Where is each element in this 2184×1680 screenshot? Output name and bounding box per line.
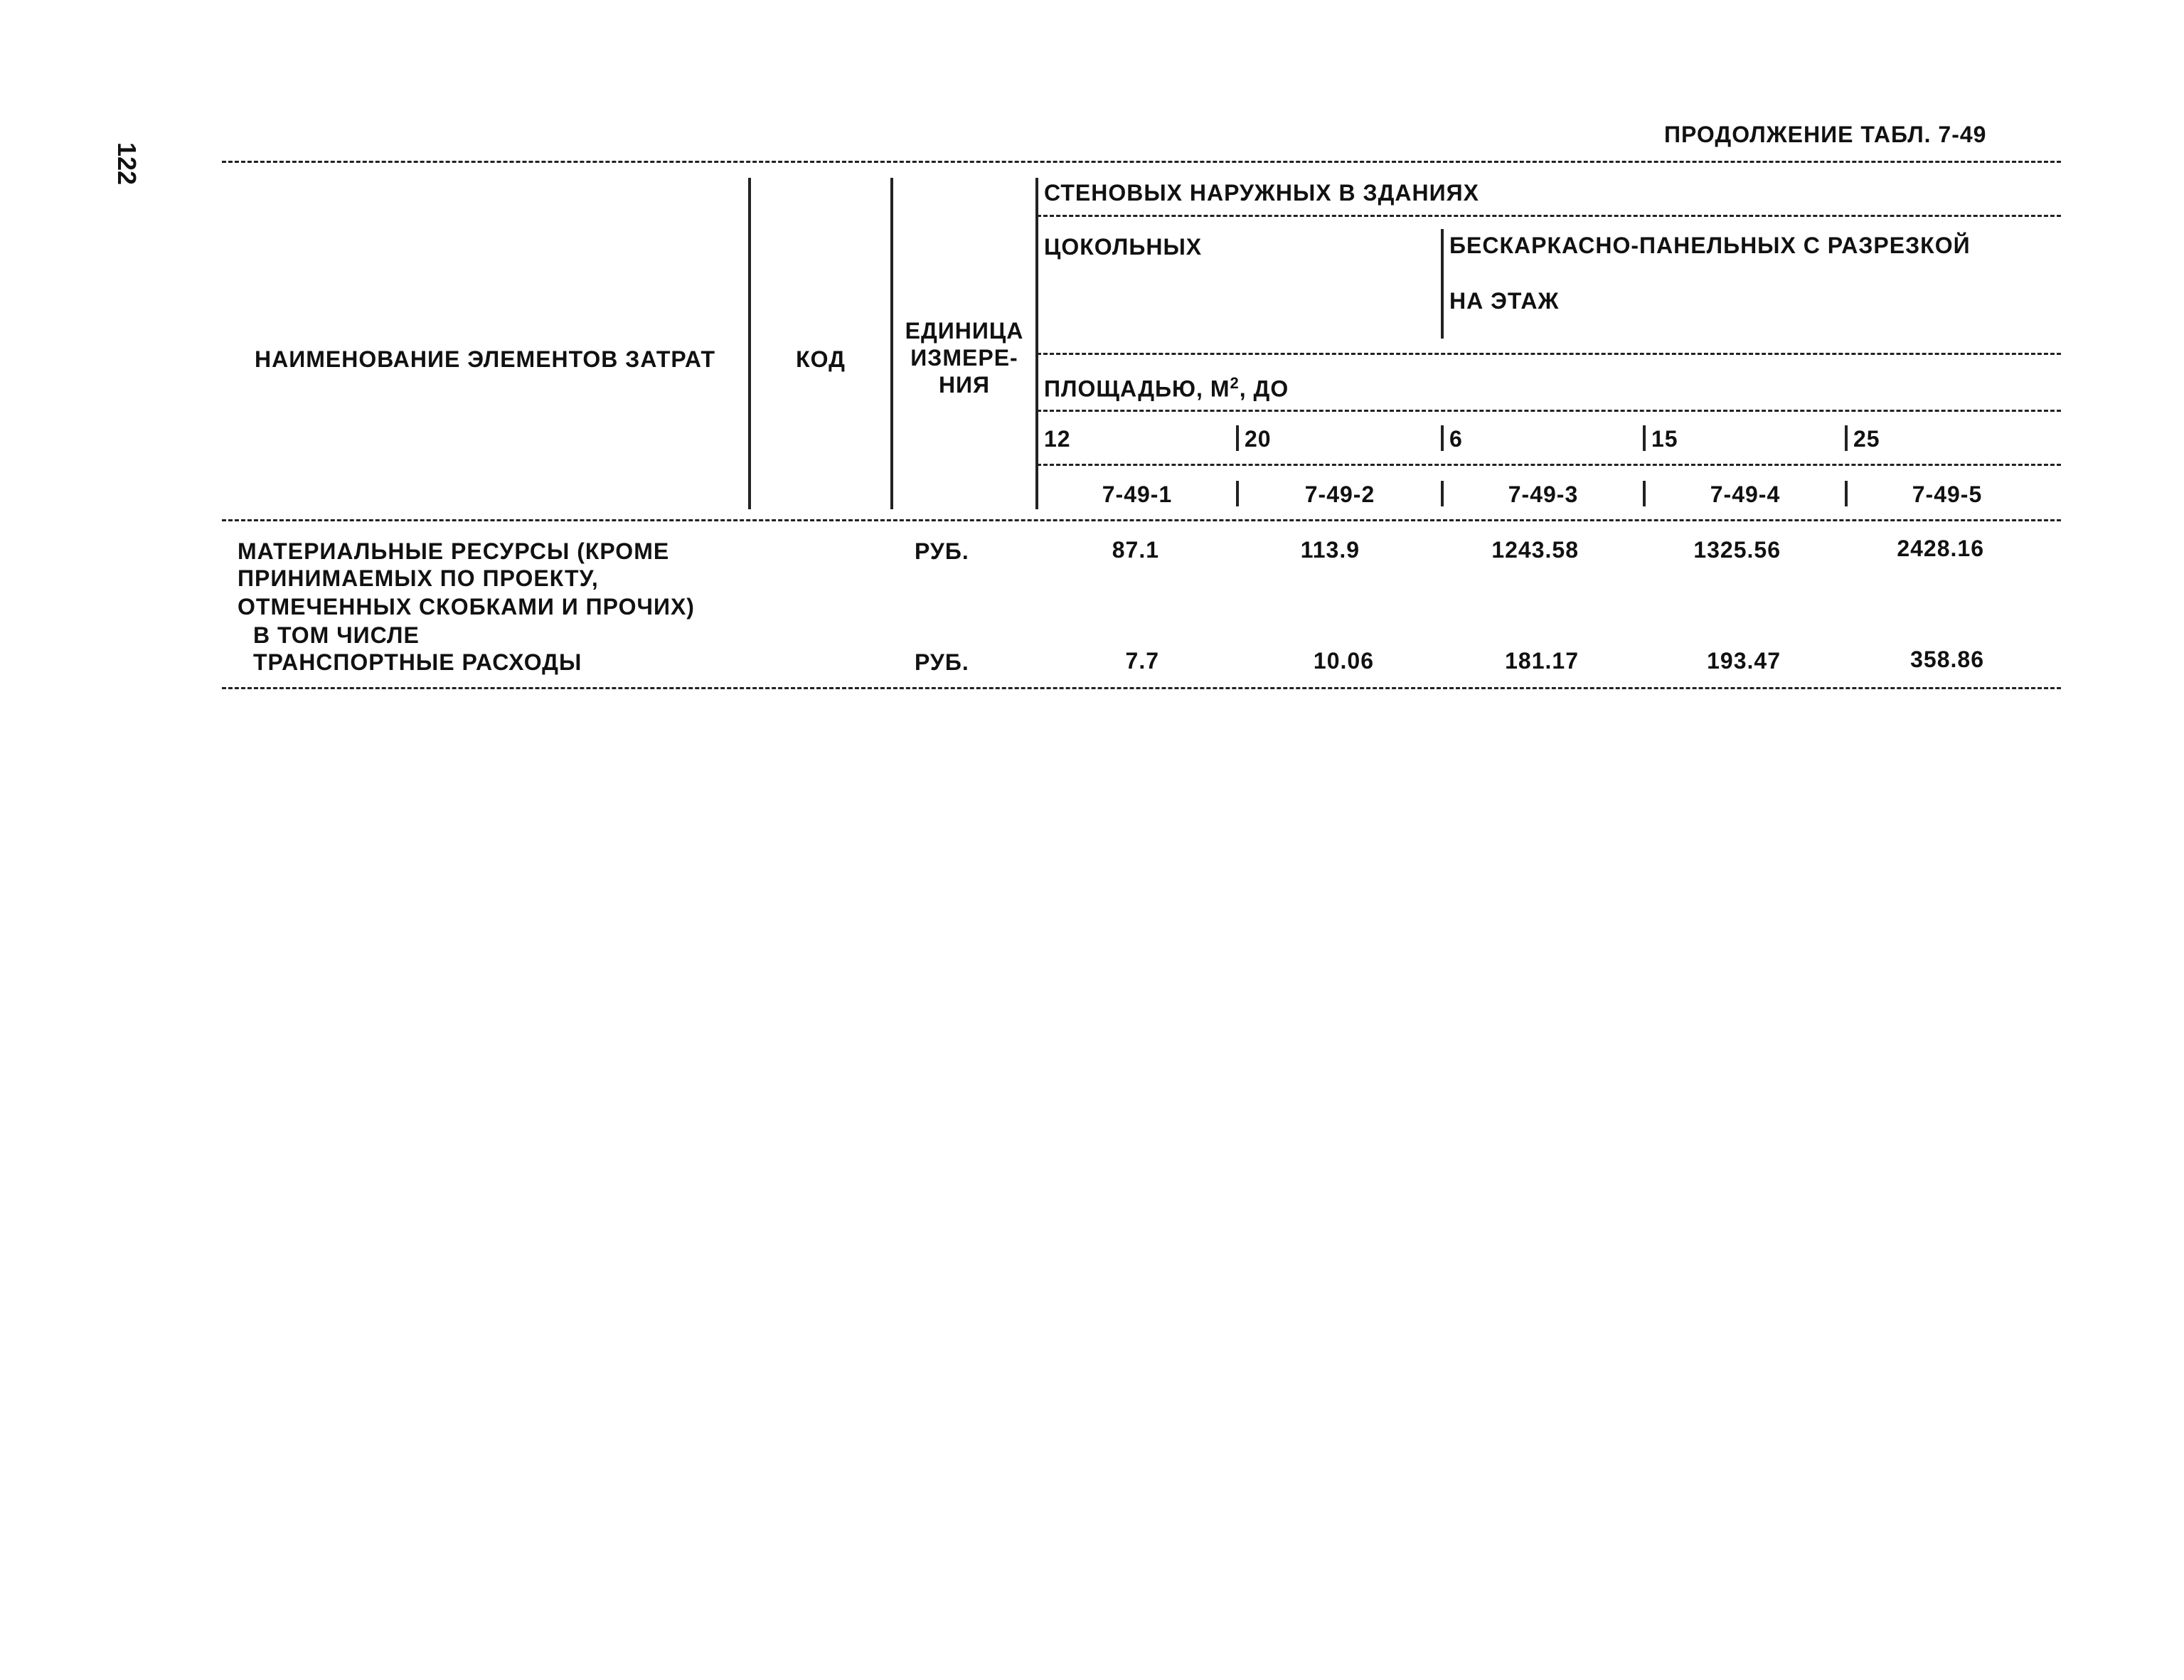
row2-name: ТРАНСПОРТНЫЕ РАСХОДЫ <box>253 649 582 675</box>
size-4: 15 <box>1651 426 1678 452</box>
table-continuation-label: ПРОДОЛЖЕНИЕ ТАБЛ. 7-49 <box>1664 122 1987 147</box>
row1-name-line-2: ПРИНИМАЕМЫХ ПО ПРОЕКТУ, <box>238 565 599 591</box>
header-area: ПЛОЩАДЬЮ, $М^2$, ДО <box>1044 374 1289 402</box>
header-name-column: НАИМЕНОВАНИЕ ЭЛЕМЕНТОВ ЗАТРАТ <box>255 346 715 372</box>
separator-size-2 <box>1236 425 1239 451</box>
header-unit-line-3: НИЯ <box>938 372 991 398</box>
row1-name-line-1: МАТЕРИАЛЬНЫЕ РЕСУРСЫ (КРОМЕ <box>238 538 670 564</box>
code-3: 7-49-3 <box>1508 482 1579 507</box>
separator-size-4 <box>1643 425 1646 451</box>
header-unit-line-1: ЕДИНИЦА <box>905 318 1024 344</box>
row1-unit: РУБ. <box>915 538 969 564</box>
header-group-title: СТЕНОВЫХ НАРУЖНЫХ В ЗДАНИЯХ <box>1044 180 1479 206</box>
row1-value-2: 113.9 <box>1300 537 1360 563</box>
rule-sub <box>1037 353 2061 355</box>
row2-value-1: 7.7 <box>1125 648 1159 674</box>
page-number: 122 <box>112 142 142 186</box>
header-sub-right: БЕСКАРКАСНО-ПАНЕЛЬНЫХ С РАЗРЕЗКОЙ <box>1449 233 1971 258</box>
row2-value-4: 193.47 <box>1707 648 1781 674</box>
size-2: 20 <box>1245 426 1272 452</box>
size-1: 12 <box>1044 426 1071 452</box>
row2-value-3: 181.17 <box>1505 648 1579 674</box>
rule-top <box>222 161 2061 163</box>
separator-name-code <box>748 178 751 509</box>
row1-value-3: 1243.58 <box>1491 537 1579 563</box>
rule-sizes <box>1037 464 2061 466</box>
header-sub-left: ЦОКОЛЬНЫХ <box>1044 234 1203 260</box>
row2-value-5: 358.86 <box>1910 647 1984 672</box>
code-2: 7-49-2 <box>1304 482 1375 507</box>
row1-value-1: 87.1 <box>1112 537 1159 563</box>
separator-size-5 <box>1845 425 1848 451</box>
separator-unit-group <box>1035 178 1038 509</box>
header-unit-line-2: ИЗМЕРЕ- <box>910 345 1018 371</box>
rule-group <box>1037 215 2061 217</box>
separator-size-3 <box>1441 425 1444 451</box>
rule-header-bottom <box>222 519 2061 521</box>
row2-value-2: 10.06 <box>1313 648 1374 674</box>
size-5: 25 <box>1853 426 1880 452</box>
row1-name-line-4: В ТОМ ЧИСЛЕ <box>253 622 420 648</box>
row2-unit: РУБ. <box>915 649 969 675</box>
row1-value-4: 1325.56 <box>1693 537 1781 563</box>
rule-area <box>1037 410 2061 412</box>
header-sub-right-2: НА ЭТАЖ <box>1449 288 1560 314</box>
code-5: 7-49-5 <box>1912 482 1983 507</box>
size-3: 6 <box>1449 426 1463 452</box>
row1-value-5: 2428.16 <box>1897 536 1984 561</box>
code-1: 7-49-1 <box>1102 482 1173 507</box>
code-4: 7-49-4 <box>1710 482 1781 507</box>
header-code-column: КОД <box>796 346 846 372</box>
rule-bottom <box>222 687 2061 689</box>
row1-name-line-3: ОТМЕЧЕННЫХ СКОБКАМИ И ПРОЧИХ) <box>238 594 695 620</box>
separator-sub <box>1441 229 1444 339</box>
